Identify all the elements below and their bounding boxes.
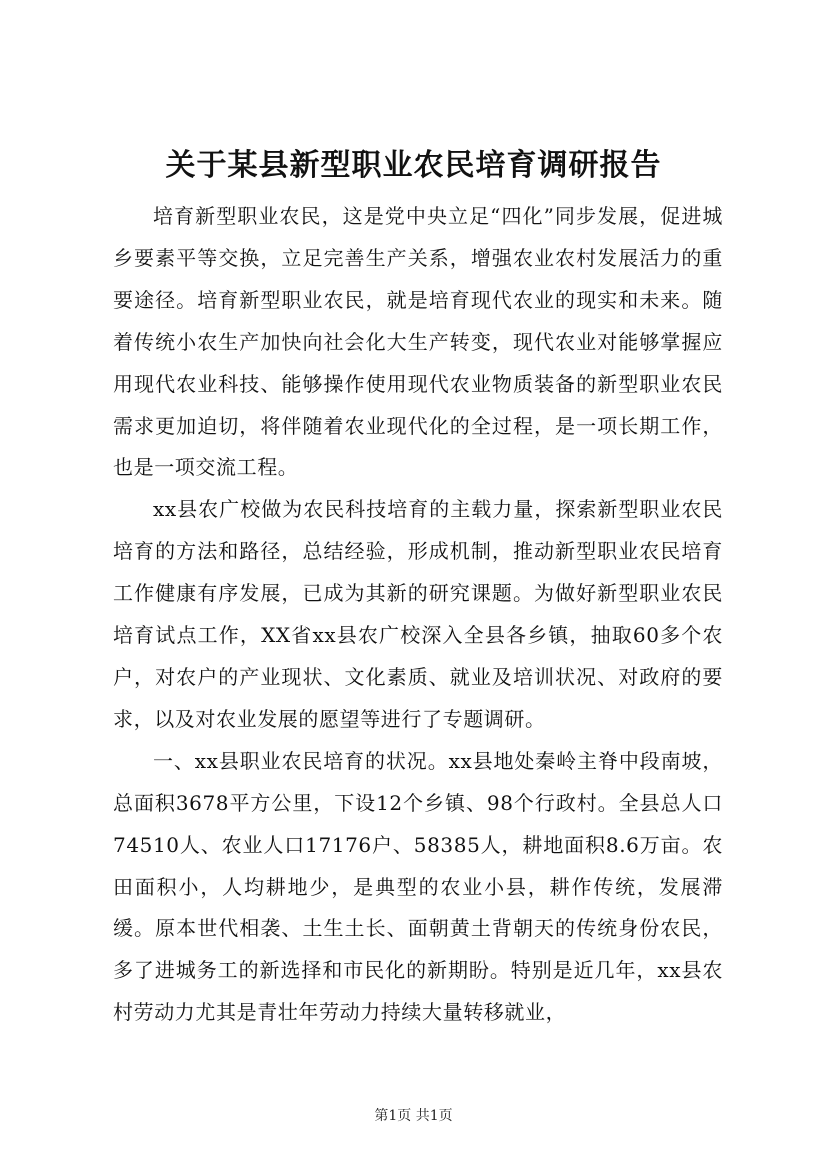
paragraph-intro: 培育新型职业农民，这是党中央立足“四化”同步发展，促进城乡要素平等交换，立足完善生产关系，增强农业农村发展活力的重要途径。培育新型职业农民，就是培育现代农业的现实和未来。随着传统小农生产加快向社会化大生产转变，现代农业对能够掌握应用现代农业科技、能够操作使用现代农业物质装备的新型职业农民需求更加迫切，将伴随着农业现代化的全过程，是一项长期工作，也是一项交流工程。 (113, 204, 723, 480)
page-footer: 第1页 共1页 (374, 1108, 453, 1124)
document-title: 关于某县新型职业农民培育调研报告 (165, 148, 662, 183)
document-body (113, 196, 723, 1034)
paragraph-section-one: 一、xx县职业农民培育的状况。xx县地处秦岭主脊中段南坡，总面积3678平方公里，下设12个乡镇、98个行政村。全县总人口74510人、农业人口17176户、58385人，耕地面积8.6万亩。农田面积小，人均耕地少，是典型的农业小县，耕作传统，发展滞缓。原本世代相袭、土生土长、面朝黄土背朝天的传统身份农民，多了进城务工的新选择和市民化的新期盼。特别是近几年，xx县农村劳动力尤其是青壮年劳动力持续大量转移就业， (113, 748, 723, 1025)
paragraph-survey: xx县农广校做为农民科技培育的主载力量，探索新型职业农民培育的方法和路径，总结经验，形成机制，推动新型职业农民培育工作健康有序发展，已成为其新的研究课题。为做好新型职业农民培育试点工作，XX省xx县农广校深入全县各乡镇，抽取60多个农户，对农户的产业现状、文化素质、就业及培训状况、对政府的要求，以及对农业发展的愿望等进行了专题调研。 (113, 497, 723, 731)
